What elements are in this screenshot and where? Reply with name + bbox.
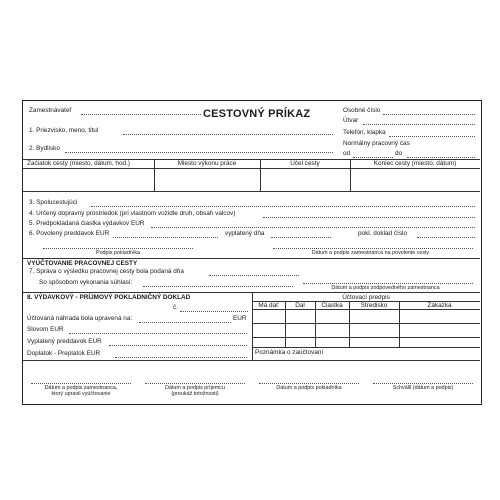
paid-advance-field[interactable] [109, 345, 247, 346]
residence-label: 2. Bydlisko [29, 145, 60, 152]
accounting-header-bottom [252, 309, 480, 310]
phone-field[interactable] [389, 136, 475, 137]
personal-number-field[interactable] [383, 114, 475, 115]
employee-signature-caption-1: Dátum a podpis zamestnanca, [44, 385, 118, 391]
cash-doc-field[interactable] [417, 237, 475, 238]
personal-number-label: Osobné číslo [343, 107, 381, 114]
reimbursement-label: Účtovaná náhrada bola upravená na: [27, 315, 133, 322]
recipient-signature-caption-2: (preukáž totožnosti) [171, 391, 219, 397]
accounting-row-line [252, 337, 480, 338]
recipient-signature-caption-1: Dátum a podpis príjemcu [165, 385, 225, 391]
column-amount: Čiastka [321, 302, 343, 309]
column-cost-center: Stredisko [360, 302, 388, 309]
trip-table-header-border [23, 168, 480, 169]
residence-field[interactable] [65, 152, 333, 153]
accounting-row-line [252, 323, 480, 324]
report-label: 7. Správa o výsledku pracovnej cesty bola podaná dňa [29, 268, 184, 275]
manner-field[interactable] [143, 286, 293, 287]
advance-label: 6. Povolený preddavok EUR [29, 230, 110, 237]
surcharge-field[interactable] [115, 357, 247, 358]
signature-line-recipient[interactable] [145, 383, 245, 384]
time-to-field[interactable] [407, 157, 475, 158]
accounting-row-line [252, 347, 480, 348]
paid-on-field[interactable] [271, 237, 331, 238]
name-label: 1. Priezvisko, meno, titul [29, 127, 99, 134]
expenses-field[interactable] [151, 227, 475, 228]
working-time-label: Normálny pracovný čas [343, 140, 410, 147]
surcharge-label: Doplatok - Preplatok EUR [27, 350, 101, 357]
column-debit: Má dať [258, 302, 279, 309]
column-work-place: Miesto výkonu práce [177, 160, 237, 167]
accounting-note-label: Poznámka o zaúčtovaní [255, 349, 324, 356]
column-trip-start: Začiatok cesty (miesto, dátum, hod.) [27, 160, 130, 167]
accounting-title: Účtovací predpis [342, 294, 390, 301]
phone-label: Telefón, klapka [343, 129, 386, 136]
reimbursement-field[interactable] [139, 322, 231, 323]
doc-number-field[interactable] [180, 311, 248, 312]
time-from-label: od [343, 150, 351, 157]
cashier-signature-caption: Podpis pokladníka [95, 250, 141, 256]
employer-field[interactable] [81, 114, 201, 115]
department-field[interactable] [363, 124, 475, 125]
employer-label: Zamestnávateľ [29, 107, 72, 114]
employee-signature-caption-2: ktorý upravil vyúčtovanie [51, 391, 111, 397]
cashier-signature-line[interactable] [43, 248, 193, 249]
responsible-signature-line[interactable] [303, 283, 473, 284]
companions-label: 3. Spolucestujúci [29, 199, 78, 206]
trip-table-bottom-border [23, 191, 480, 192]
signature-line-approver[interactable] [373, 383, 473, 384]
settlement-heading: VYÚČTOVANIE PRACOVNEJ CESTY [27, 260, 138, 267]
cashier-signature-footer-caption: Dátum a podpis pokladníka [276, 385, 342, 391]
approver-signature-caption: Schválil (dátum a podpis) [392, 385, 454, 391]
column-trip-end: Koniec cesty (miesto, dátum) [373, 160, 457, 167]
column-trip-purpose: Účel cesty [290, 160, 320, 167]
signature-line-employee[interactable] [31, 383, 131, 384]
reimbursement-currency: EUR [233, 315, 247, 322]
transport-field[interactable] [263, 217, 475, 218]
expense-doc-heading: 8. VÝDAVKOVÝ - PRÍJMOVÝ POKLADNIČNÝ DOKLAD [27, 294, 191, 301]
expenses-label: 5. Predpokladaná čiastka výdavkov EUR [29, 220, 145, 227]
column-credit: Dal [295, 302, 305, 309]
responsible-signature-caption: Dátum a podpis zodpovedného zamestnanca [331, 285, 440, 291]
in-words-label: Slovom EUR [27, 326, 64, 333]
column-order: Zákazka [427, 302, 452, 309]
travel-order-form [22, 100, 482, 405]
department-label: Útvar [343, 117, 359, 124]
transport-label: 4. Určený dopravný prostriedok (pri vlastnom vozidle druh, obsah valcov) [29, 210, 236, 217]
time-from-field[interactable] [353, 157, 393, 158]
settlement-top-border [23, 258, 480, 259]
manner-label: So spôsobom vykonania súhlasí: [39, 279, 133, 286]
paid-advance-label: Vyplatený preddavok EUR [27, 338, 102, 345]
doc-number-label: č. [173, 304, 178, 311]
employee-signature-caption: Dátum a podpis zamestnanca na povolenie cesty [311, 250, 430, 256]
paid-on-label: vyplatený dňa [225, 230, 265, 237]
companions-field[interactable] [91, 206, 475, 207]
name-field[interactable] [123, 134, 333, 135]
advance-field[interactable] [113, 237, 218, 238]
time-to-label: do [395, 150, 403, 157]
footer-top-border [23, 360, 480, 361]
employee-signature-line[interactable] [273, 248, 473, 249]
form-title: CESTOVNÝ PRÍKAZ [203, 108, 311, 120]
report-date-field[interactable] [209, 275, 299, 276]
in-words-field[interactable] [69, 333, 247, 334]
signature-line-cashier[interactable] [259, 383, 359, 384]
cash-doc-label: pokl. doklad číslo [358, 230, 408, 237]
